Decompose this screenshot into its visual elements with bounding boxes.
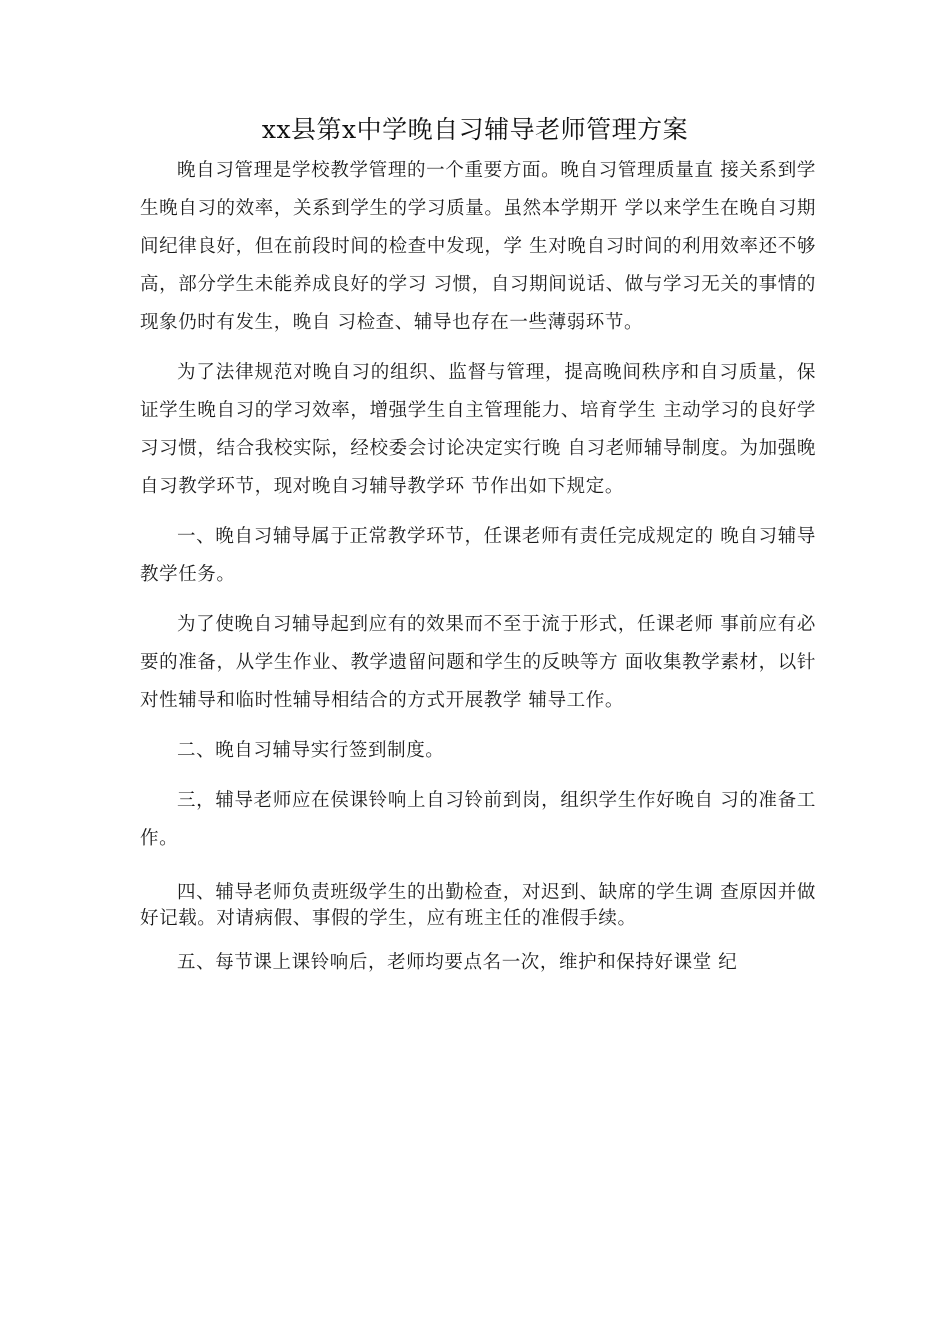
paragraph-rule-3: 三，辅导老师应在侯课铃响上自习铃前到岗，组织学生作好晚自 习的准备工作。 <box>140 790 816 849</box>
paragraph-purpose: 为了法律规范对晚自习的组织、监督与管理，提高晚间秩序和自习质量，保证学生晚自习的学习效率，增强学生自主管理能力、培育学生 主动学习的良好学习习惯，结合我校实际，经校委会讨论决定实行晚 自习老师辅导制度。为加强晚自习教学环节，现对晚自习辅导教学环 节作出如下规定。 <box>140 362 816 497</box>
paragraph-rule-4: 四、辅导老师负责班级学生的出勤检查，对迟到、缺席的学生调 查原因并做好记载。对请病假、事假的学生，应有班主任的准假手续。 <box>140 882 816 929</box>
paragraph-rule-5: 五、每节课上课铃响后，老师均要点名一次，维护和保持好课堂 纪 <box>177 952 738 973</box>
document-title: xx县第x中学晚自习辅导老师管理方案 <box>261 115 689 144</box>
document-body <box>140 152 816 982</box>
paragraph-rule-2: 二、晚自习辅导实行签到制度。 <box>177 740 445 761</box>
paragraph-rule-1: 一、晚自习辅导属于正常教学环节，任课老师有责任完成规定的 晚自习辅导教学任务。 <box>140 526 816 585</box>
paragraph-intro: 晚自习管理是学校教学管理的一个重要方面。晚自习管理质量直 接关系到学生晚自习的效率，关系到学生的学习质量。虽然本学期开 学以来学生在晚自习期间纪律良好，但在前段时间的检查中发现，学 生对晚自习时间的利用效率还不够高，部分学生未能养成良好的学习 习惯，自习期间说话、做与学习无关的事情的现象仍时有发生，晚自 习检查、辅导也存在一些薄弱环节。 <box>140 160 816 333</box>
paragraph-preparation: 为了使晚自习辅导起到应有的效果而不至于流于形式，任课老师 事前应有必要的准备，从学生作业、教学遗留问题和学生的反映等方 面收集教学素材，以针对性辅导和临时性辅导相结合的方式开展教学 辅导工作。 <box>140 614 816 711</box>
